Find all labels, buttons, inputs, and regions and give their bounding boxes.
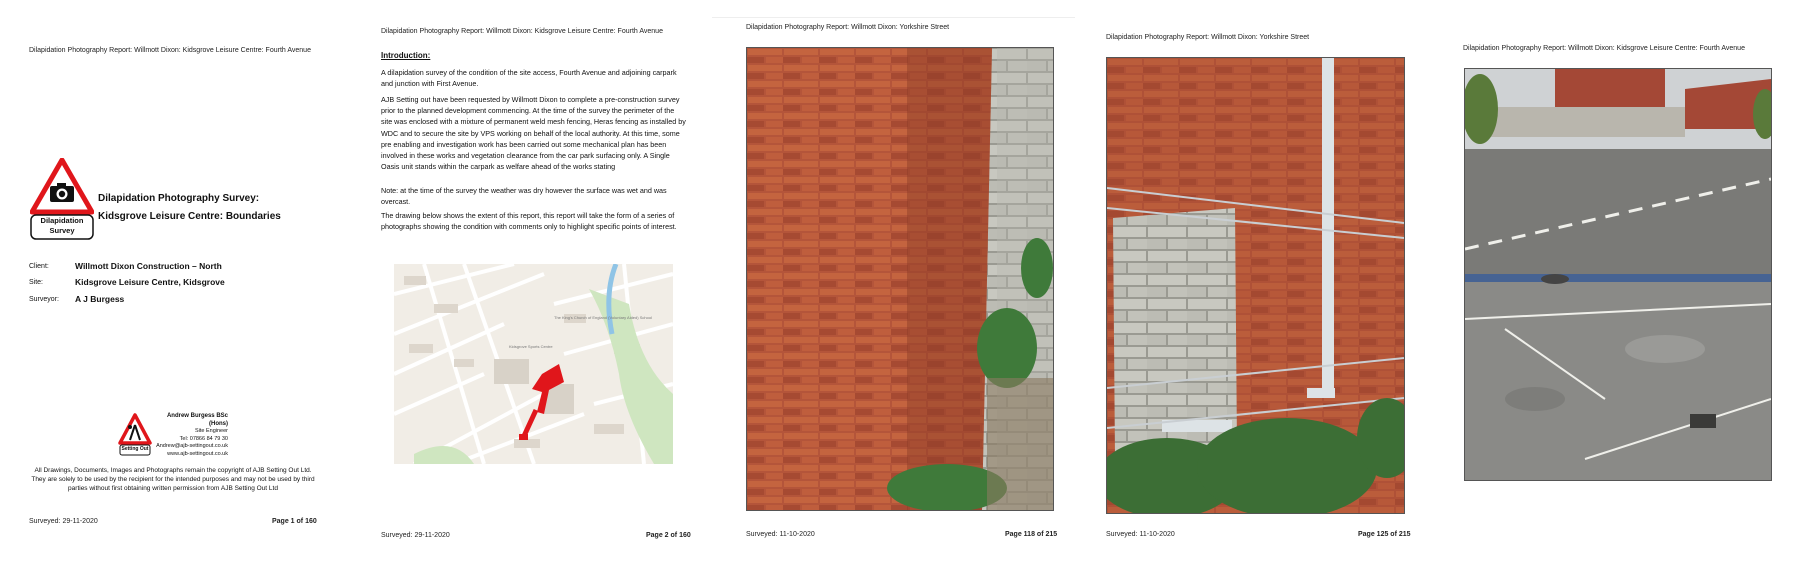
- logo-caption: Dilapidation Survey: [40, 216, 84, 235]
- site-label: Site:: [29, 279, 44, 286]
- contact-email[interactable]: Andrew@ajb-settingout.co.uk: [156, 443, 228, 449]
- contact-tel: Tel: 07866 84 79 30: [179, 435, 228, 442]
- page-header: Dilapidation Photography Report: Willmott Dixon: Kidsgrove Leisure Centre: Fourth Avenue: [1463, 45, 1745, 52]
- contact-web[interactable]: www.ajb-settingout.co.uk: [167, 450, 228, 457]
- page-header: Dilapidation Photography Report: Willmott Dixon: Yorkshire Street: [746, 24, 950, 31]
- page-number: Page 125 of 215: [1358, 531, 1411, 538]
- bricked-up-window-photo: [1106, 57, 1405, 514]
- page-number: Page 1 of 160: [272, 518, 317, 525]
- intro-heading: Introduction:: [381, 51, 431, 60]
- contact-details: [152, 413, 228, 458]
- brick-wall-corner-photo: [746, 47, 1054, 511]
- page-header: Dilapidation Photography Report: Willmott Dixon: Kidsgrove Leisure Centre: Fourth Avenue: [29, 47, 311, 54]
- surveyed-date: Surveyed: 11-10-2020: [1106, 531, 1175, 538]
- carpark-surface-photo: [1464, 68, 1772, 481]
- site-location-map: [394, 264, 673, 464]
- copyright-notice: All Drawings, Documents, Images and Photographs remain the copyright of AJB Setting Out Ltd. They are solely to be used by the recipient for the intended purposes and may not be used by third parties without first obtaining written permission from AJB Setting Out Ltd: [31, 467, 315, 492]
- setting-out-logo-text: Setting Out: [121, 446, 149, 452]
- map-label: The King's Church of England (Voluntary Aided) School: [554, 315, 652, 320]
- map-label: Kidsgrove Sports Centre: [509, 344, 553, 349]
- surveyed-date: Surveyed: 29-11-2020: [29, 518, 98, 525]
- intro-paragraph: The drawing below shows the extent of this report, this report will take the form of a series of photographs showing the condition with comments only to highlight specific points of interest.: [381, 211, 677, 232]
- page-header: Dilapidation Photography Report: Willmott Dixon: Kidsgrove Leisure Centre: Fourth Avenue: [381, 28, 663, 35]
- surveyor-label: Surveyor:: [29, 296, 59, 303]
- intro-paragraph: A dilapidation survey of the condition of the site access, Fourth Avenue and adjoining carpark and junction with First Avenue.: [381, 68, 677, 89]
- contact-name: Andrew Burgess BSc (Hons): [166, 413, 228, 427]
- survey-subtitle: Kidsgrove Leisure Centre: Boundaries: [98, 211, 281, 222]
- intro-paragraph: AJB Setting out have been requested by Willmott Dixon to complete a pre-construction survey prior to the planned development commencing. At the time of the survey the perimeter of the site was enclosed with a mixture of permanent weld mesh fencing, Heras fencing as installed by WDC and to secure the site by VPS working on behalf of the local authority. At this time, some pre enabling and investigation work has been carried out some mechanical plan has been involved in these works and vegetation clearance from the car park surfacing only. A Single Oasis unit stands within the carpark as welfare ahead of the works stating: [381, 95, 686, 172]
- client-label: Client:: [29, 263, 49, 270]
- report-cover-page: [0, 0, 330, 573]
- site-value: Kidsgrove Leisure Centre, Kidsgrove: [75, 277, 225, 287]
- client-value: Willmott Dixon Construction – North: [75, 261, 222, 271]
- page-number: Page 118 of 215: [1005, 531, 1058, 538]
- surveyed-date: Surveyed: 11-10-2020: [746, 531, 815, 538]
- intro-paragraph: Note: at the time of the survey the weather was dry however the surface was wet and was overcast.: [381, 186, 667, 207]
- page-header: Dilapidation Photography Report: Willmott Dixon: Yorkshire Street: [1106, 34, 1310, 41]
- survey-title: Dilapidation Photography Survey:: [98, 193, 260, 204]
- surveyor-value: A J Burgess: [75, 294, 125, 304]
- contact-role: Site Engineer: [194, 428, 228, 434]
- surveyed-date: Surveyed: 29-11-2020: [381, 532, 450, 539]
- page-number: Page 2 of 160: [646, 532, 691, 539]
